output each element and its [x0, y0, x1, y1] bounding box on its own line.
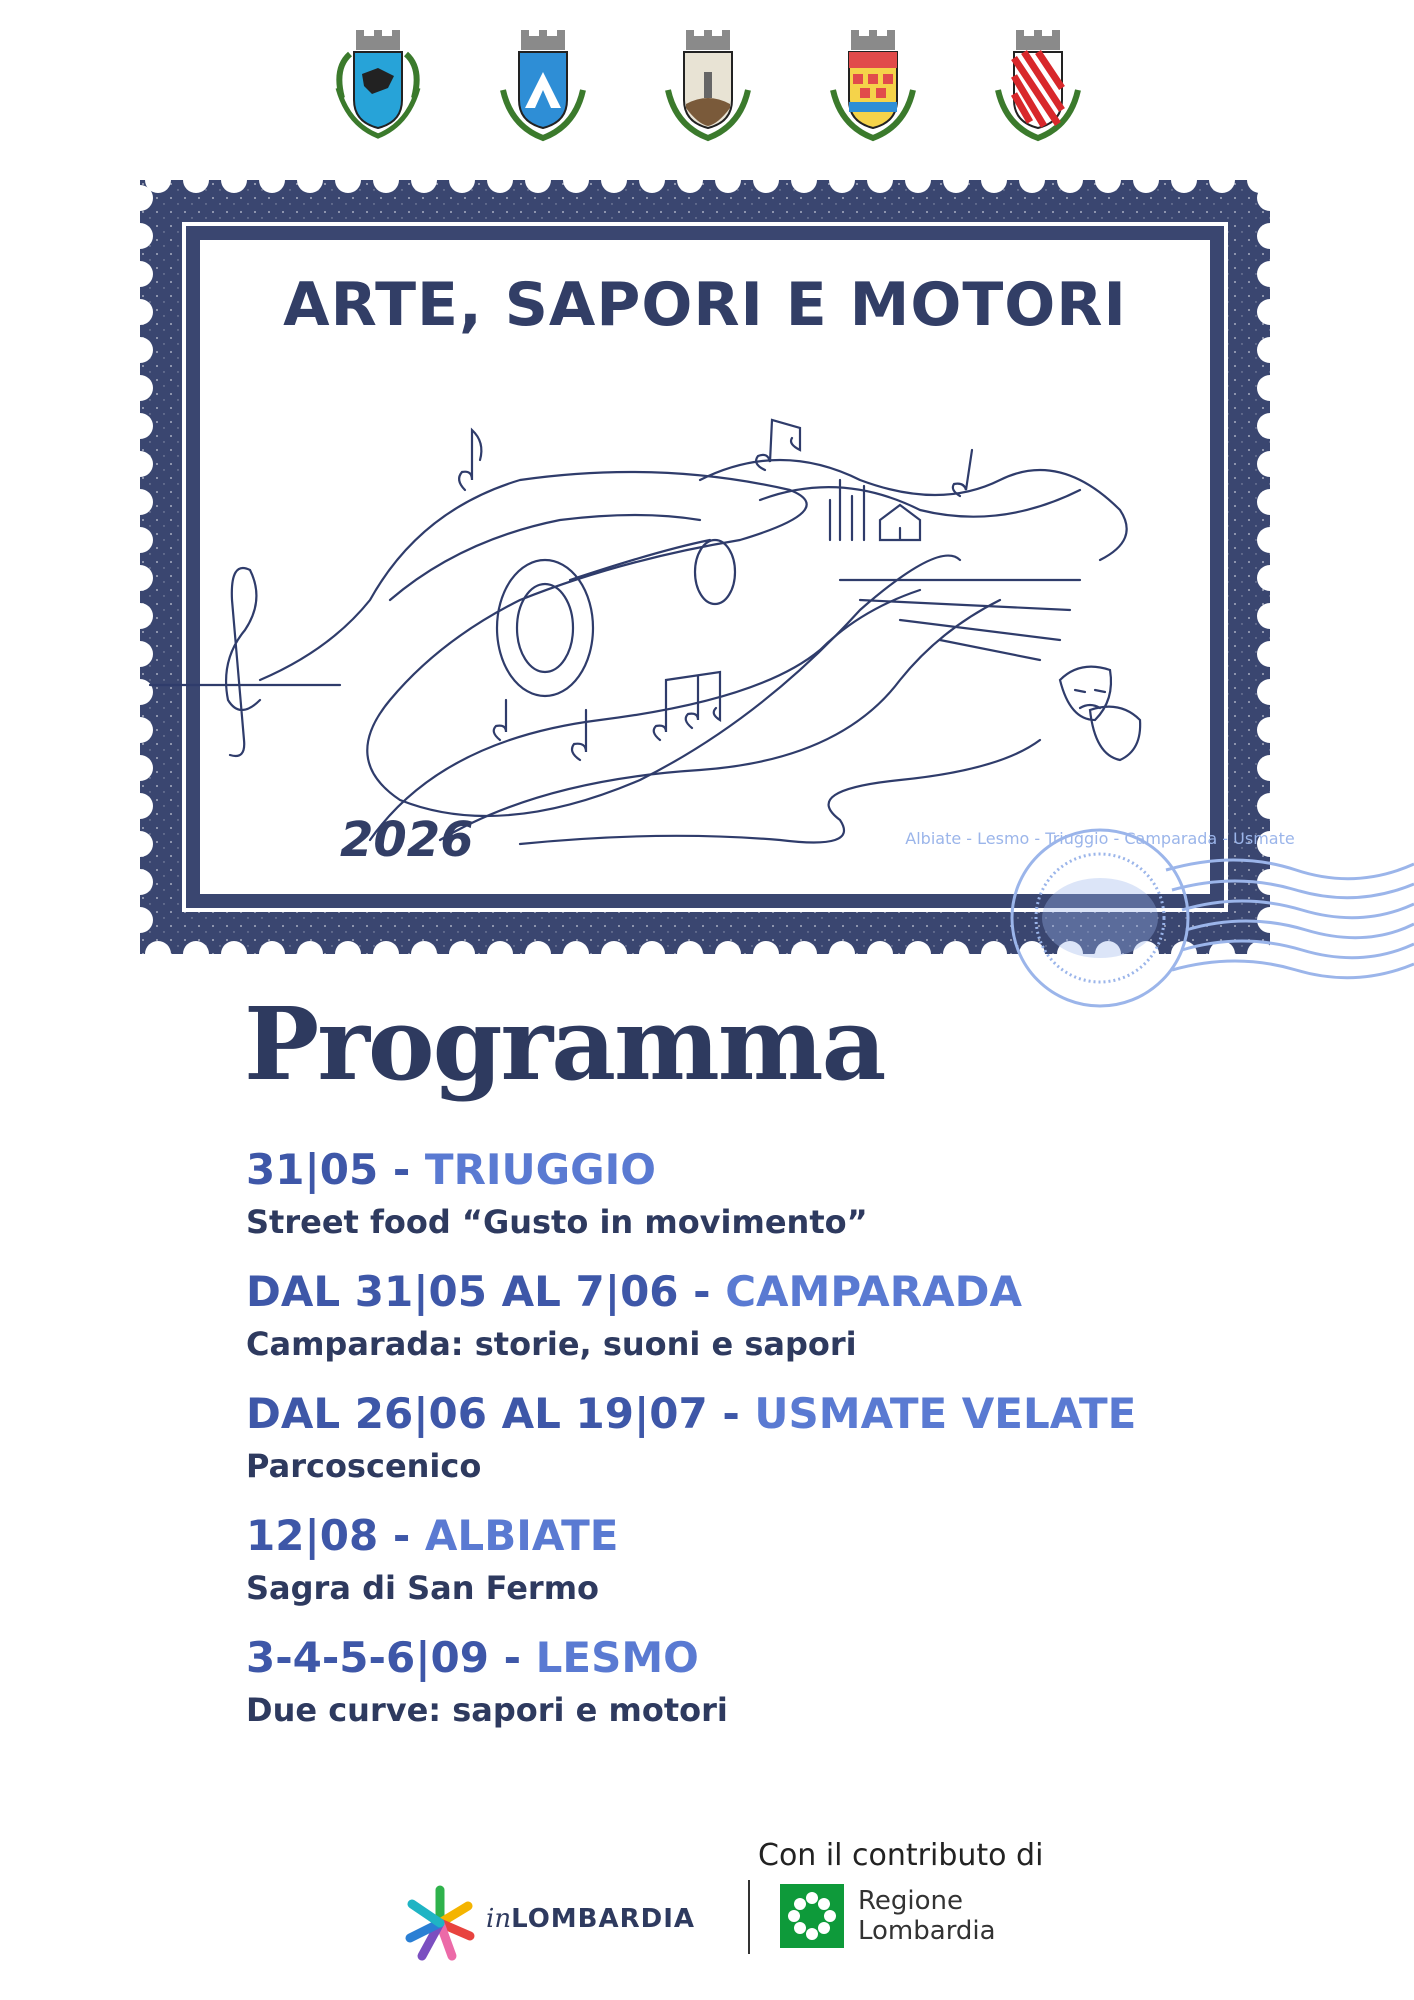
- inlombardia-prefix: in: [486, 1904, 512, 1934]
- theatre-masks-icon: [1060, 667, 1140, 760]
- event-item: [246, 1140, 1346, 1244]
- event-place: TRIUGGIO: [424, 1145, 656, 1194]
- event-item: [246, 1628, 1346, 1732]
- event-list: [246, 1140, 1346, 1750]
- event-item: [246, 1506, 1346, 1610]
- event-date: DAL 26|06 AL 19|07: [246, 1389, 708, 1438]
- camparada-crest-icon: [493, 28, 593, 148]
- event-separator: -: [488, 1633, 536, 1682]
- stamp-title: ARTE, SAPORI E MOTORI: [283, 270, 1127, 340]
- inlombardia-wordmark: [486, 1904, 695, 1934]
- event-separator: -: [707, 1389, 755, 1438]
- contribution-caption: Con il contributo di: [758, 1838, 1044, 1873]
- event-separator: -: [378, 1145, 425, 1194]
- postmark-text: Albiate - Lesmo - Triuggio - Camparada - Usmate: [905, 829, 1295, 848]
- triuggio-crest-icon: [823, 28, 923, 148]
- inlombardia-logo: [400, 1878, 730, 1968]
- municipal-crests-row: [328, 28, 1088, 148]
- event-heading: [246, 1506, 1346, 1566]
- lesmo-crest-icon: [658, 28, 758, 148]
- music-note-icon: [953, 450, 972, 496]
- event-place: CAMPARADA: [725, 1267, 1022, 1316]
- regione-lombardia-logo: [780, 1880, 1040, 1960]
- event-heading: [246, 1140, 1346, 1200]
- event-separator: -: [378, 1511, 425, 1560]
- event-description: Camparada: storie, suoni e sapori: [246, 1325, 857, 1363]
- regione-rose-icon: [780, 1884, 844, 1948]
- event-description: Due curve: sapori e motori: [246, 1691, 728, 1729]
- regione-line1: Regione: [858, 1886, 964, 1916]
- music-note-icon: [459, 430, 481, 490]
- event-place: ALBIATE: [424, 1511, 619, 1560]
- regione-line2: Lombardia: [858, 1916, 996, 1946]
- regione-wordmark: [858, 1886, 996, 1946]
- event-place: LESMO: [535, 1633, 699, 1682]
- event-place: USMATE VELATE: [754, 1389, 1137, 1438]
- treble-clef-icon: [226, 568, 260, 756]
- house-icon: [880, 505, 920, 540]
- event-date: DAL 31|05 AL 7|06: [246, 1267, 679, 1316]
- winding-road: [370, 590, 1000, 840]
- albiate-crest-icon: [328, 28, 428, 148]
- stamp-year: 2026: [340, 812, 474, 868]
- event-separator: -: [678, 1267, 726, 1316]
- event-description: Parcoscenico: [246, 1447, 482, 1485]
- postmark-icon: [905, 820, 1414, 1020]
- hills: [700, 460, 1127, 560]
- event-description: Street food “Gusto in movimento”: [246, 1203, 868, 1241]
- inlombardia-star-icon: [400, 1878, 480, 1968]
- event-heading: [246, 1262, 1346, 1322]
- programma-title: Programma: [244, 985, 885, 1103]
- event-item: [246, 1262, 1346, 1366]
- car-outline: [260, 472, 960, 816]
- event-heading: [246, 1628, 1346, 1688]
- event-description: Sagra di San Fermo: [246, 1569, 600, 1607]
- inlombardia-name: LOMBARDIA: [511, 1904, 696, 1934]
- event-date: 3-4-5-6|09: [246, 1633, 489, 1682]
- event-heading: [246, 1384, 1346, 1444]
- event-item: [246, 1384, 1346, 1488]
- usmate-velate-crest-icon: [988, 28, 1088, 148]
- event-date: 31|05: [246, 1145, 379, 1194]
- music-note-icon: [756, 420, 800, 470]
- event-date: 12|08: [246, 1511, 379, 1560]
- footer-divider: [748, 1880, 750, 1954]
